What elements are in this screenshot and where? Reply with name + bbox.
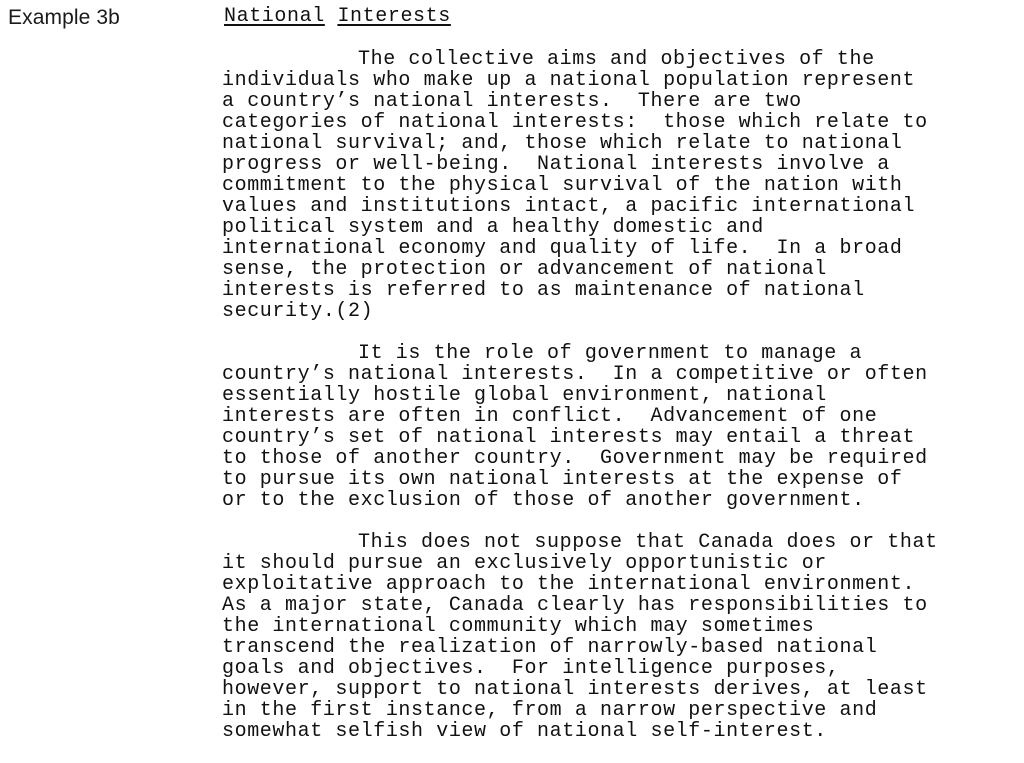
paragraph-line [222, 532, 1022, 553]
paragraph-line [222, 385, 1022, 406]
line-text: political system and a healthy domestic and [222, 216, 764, 239]
line-text: in the first instance, from a narrow perspective and [222, 699, 878, 722]
example-label: Example 3b [8, 6, 120, 29]
line-text: categories of national interests: those which relate to [222, 111, 928, 134]
paragraph-line [222, 616, 1022, 637]
line-text: the international community which may sometimes [222, 615, 815, 638]
line-text: This does not suppose that Canada does or that [358, 531, 938, 554]
paragraph-line [222, 637, 1022, 658]
paragraph-line [222, 154, 1022, 175]
paragraph-line [222, 238, 1022, 259]
paragraph-line [222, 364, 1022, 385]
paragraph-line [222, 133, 1022, 154]
line-text: transcend the realization of narrowly-based national [222, 636, 878, 659]
paragraph-line [222, 259, 1022, 280]
paragraph-line [222, 49, 1022, 70]
line-text: however, support to national interests derives, at least [222, 678, 928, 701]
line-text: country’s national interests. In a competitive or often [222, 363, 928, 386]
paragraph-line [222, 679, 1022, 700]
line-text: goals and objectives. For intelligence purposes, [222, 657, 840, 680]
line-text: country’s set of national interests may entail a threat [222, 426, 916, 449]
paragraph-line [222, 196, 1022, 217]
paragraph-line [222, 91, 1022, 112]
paragraph-line [222, 490, 1022, 511]
paragraph-line [222, 553, 1022, 574]
section-heading [224, 6, 1022, 27]
line-text: exploitative approach to the international environment. [222, 573, 916, 596]
paragraph-line [222, 574, 1022, 595]
paragraph [222, 343, 1022, 511]
paragraph-line [222, 112, 1022, 133]
paragraph-line [222, 658, 1022, 679]
line-text: individuals who make up a national population represent [222, 69, 916, 92]
paragraph-line [222, 700, 1022, 721]
line-text: The collective aims and objectives of the [358, 48, 875, 71]
paragraph-line [222, 427, 1022, 448]
heading-word-interests: Interests [337, 5, 451, 28]
paragraph-line [222, 406, 1022, 427]
paragraph-line [222, 301, 1022, 322]
line-text: national survival; and, those which relate to national [222, 132, 903, 155]
paragraph-line [222, 595, 1022, 616]
line-text: It is the role of government to manage a [358, 342, 863, 365]
line-text: As a major state, Canada clearly has responsibilities to [222, 594, 928, 617]
paragraph-line [222, 175, 1022, 196]
paragraph [222, 49, 1022, 322]
paragraph-line [222, 721, 1022, 742]
line-text: a country’s national interests. There are two [222, 90, 802, 113]
line-text: interests are often in conflict. Advancement of one [222, 405, 878, 428]
heading-word-national: National [224, 5, 325, 28]
line-text: to pursue its own national interests at the expense of [222, 468, 903, 491]
line-text: values and institutions intact, a pacific international [222, 195, 916, 218]
paragraph-line [222, 469, 1022, 490]
paragraph-line [222, 343, 1022, 364]
line-text: security.(2) [222, 300, 374, 323]
line-text: to those of another country. Government may be required [222, 447, 928, 470]
line-text: or to the exclusion of those of another government. [222, 489, 865, 512]
paragraph [222, 532, 1022, 742]
line-text: interests is referred to as maintenance of national [222, 279, 865, 302]
line-text: essentially hostile global environment, national [222, 384, 827, 407]
paragraph-line [222, 280, 1022, 301]
line-text: sense, the protection or advancement of national [222, 258, 827, 281]
line-text: international economy and quality of life. In a broad [222, 237, 903, 260]
document-body [222, 6, 1022, 763]
paragraph-line [222, 70, 1022, 91]
line-text: progress or well-being. National interests involve a [222, 153, 890, 176]
paragraph-line [222, 448, 1022, 469]
paragraph-line [222, 217, 1022, 238]
line-text: somewhat selfish view of national self-interest. [222, 720, 827, 743]
line-text: it should pursue an exclusively opportunistic or [222, 552, 827, 575]
line-text: commitment to the physical survival of the nation with [222, 174, 903, 197]
paragraph-list [222, 49, 1022, 742]
